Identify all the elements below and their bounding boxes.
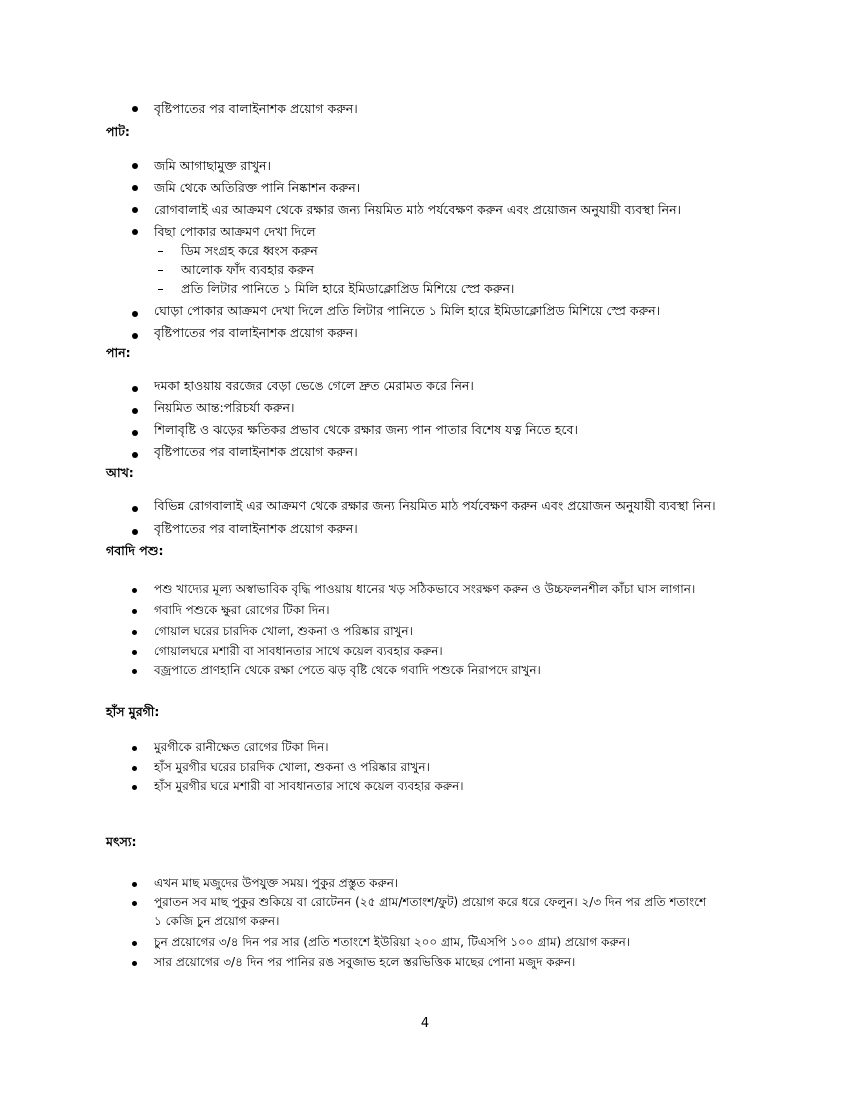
list-item: মুরগীকে রানীক্ষেত রোগের টিকা দিন। [154,740,329,754]
section-heading-poultry: হাঁস মুরগী: [106,704,160,719]
bullet-icon [132,229,138,235]
list-item: ঘোড়া পোকার আক্রমণ দেখা দিলে প্রতি লিটার পানিতে ১ মিলি হারে ইমিডাক্লোপ্রিড মিশিয়ে স্প্রে করুন। [154,303,661,318]
list-item: পুরাতন সব মাছ পুকুর শুকিয়ে বা রোটেনন (২৫ গ্রাম/শতাংশ/ফুট) প্রয়োগ করে ধরে ফেলুন। ২/৩ দিন পর প্রতি শতাংশে [154,895,707,909]
bullet-icon [132,386,138,392]
list-item: বৃষ্টিপাতের পর বালাইনাশক প্রয়োগ করুন। [154,101,358,116]
sub-list-item: আলোক ফাঁদ ব্যবহার করুন [181,262,314,277]
bullet-icon [132,785,137,790]
page-number: 4 [420,1016,430,1031]
list-item: চুন প্রয়োগের ৩/৪ দিন পর সার (প্রতি শতাংশে ইউরিয়া ২০০ গ্রাম, টিএসপি ১০০ গ্রাম) প্রয়োগ করুন। [154,935,631,949]
sub-list-item: প্রতি লিটার পানিতে ১ মিলি হারে ইমিডাক্লোপ্রিড মিশিয়ে স্প্রে করুন। [181,281,515,296]
bullet-icon [132,609,137,614]
bullet-icon [132,408,138,414]
list-item: বিছা পোকার আক্রমণ দেখা দিলে [154,224,316,239]
bullet-icon [132,650,137,655]
bullet-icon [132,882,137,887]
dash-icon [158,289,163,290]
list-item: রোগবালাই এর আক্রমণ থেকে রক্ষার জন্য নিয়মিত মাঠ পর্যবেক্ষণ করুন এবং প্রয়োজন অনুযায়ী ব্যবস্থা নিন। [154,202,682,217]
bullet-icon [132,746,137,751]
section-heading-betel: পান: [106,345,131,360]
list-item: বজ্রপাতে প্রাণহানি থেকে রক্ষা পেতে ঝড় বৃষ্টি থেকে গবাদি পশুকে নিরাপদে রাখুন। [154,663,541,677]
sub-list-item: ডিম সংগ্রহ করে ধ্বংস করুন [181,243,318,258]
list-item: হাঁস মুরগীর ঘরে মশারী বা সাবধানতার সাথে কয়েল ব্যবহার করুন। [154,779,464,793]
list-item: পশু খাদ্যের মূল্য অস্বাভাবিক বৃদ্ধি পাওয়ায় ধানের খড় সঠিকভাবে সংরক্ষণ করুন ও উচ্চফলনশীল কাঁচা ঘাস লাগান। [154,582,696,596]
list-item-continuation: ১ কেজি চুন প্রয়োগ করুন। [154,914,280,928]
list-item: গোয়ালঘরে মশারী বা সাবধানতার সাথে কয়েল ব্যবহার করুন। [154,644,443,658]
bullet-icon [132,106,138,112]
list-item: বিভিন্ন রোগবালাই এর আক্রমণ থেকে রক্ষার জন্য নিয়মিত মাঠ পর্যবেক্ষণ করুন এবং প্রয়োজন অনুযায়ী ব্যবস্থা নিন। [154,498,716,513]
bullet-icon [132,529,138,535]
section-heading-sugarcane: আখ: [106,465,134,480]
section-heading-fisheries: মৎস্য: [106,834,137,849]
bullet-icon [132,901,137,906]
section-heading-jute: পাট: [106,124,130,139]
bullet-icon [132,588,137,593]
list-item: গবাদি পশুকে ক্ষুরা রোগের টিকা দিন। [154,603,330,617]
list-item: শিলাবৃষ্টি ও ঝড়ের ক্ষতিকর প্রভাব থেকে রক্ষার জন্য পান পাতার বিশেষ যত্ন নিতে হবে। [154,422,578,437]
list-item: এখন মাছ মজুদের উপযুক্ত সময়। পুকুর প্রস্তুত করুন। [154,876,399,890]
dash-icon [158,270,163,271]
bullet-icon [132,506,138,512]
bullet-icon [132,630,137,635]
bullet-icon [132,185,138,191]
bullet-icon [132,163,138,169]
bullet-icon [132,430,138,436]
list-item: সার প্রয়োগের ৩/৪ দিন পর পানির রঙ সবুজাভ হলে স্তরভিত্তিক মাছের পোনা মজুদ করুন। [154,955,576,969]
bullet-icon [132,311,138,317]
list-item: বৃষ্টিপাতের পর বালাইনাশক প্রয়োগ করুন। [154,444,358,459]
list-item: গোয়াল ঘরের চারদিক খোলা, শুকনা ও পরিষ্কার রাখুন। [154,624,413,638]
list-item: হাঁস মুরগীর ঘরের চারদিক খোলা, শুকনা ও পরিষ্কার রাখুন। [154,760,430,774]
bullet-icon [132,961,137,966]
section-heading-livestock: গবাদি পশু: [106,543,164,558]
list-item: বৃষ্টিপাতের পর বালাইনাশক প্রয়োগ করুন। [154,521,358,536]
bullet-icon [132,333,138,339]
list-item: নিয়মিত আন্ত:পরিচর্যা করুন। [154,400,295,415]
bullet-icon [132,766,137,771]
bullet-icon [132,452,138,458]
bullet-icon [132,941,137,946]
list-item: জমি থেকে অতিরিক্ত পানি নিষ্কাশন করুন। [154,180,361,195]
bullet-icon [132,207,138,213]
bullet-icon [132,669,137,674]
list-item: জমি আগাছামুক্ত রাখুন। [154,158,271,173]
list-item: বৃষ্টিপাতের পর বালাইনাশক প্রয়োগ করুন। [154,325,358,340]
dash-icon [158,251,163,252]
list-item: দমকা হাওয়ায় বরজের বেড়া ভেঙে গেলে দ্রুত মেরামত করে নিন। [154,378,474,393]
